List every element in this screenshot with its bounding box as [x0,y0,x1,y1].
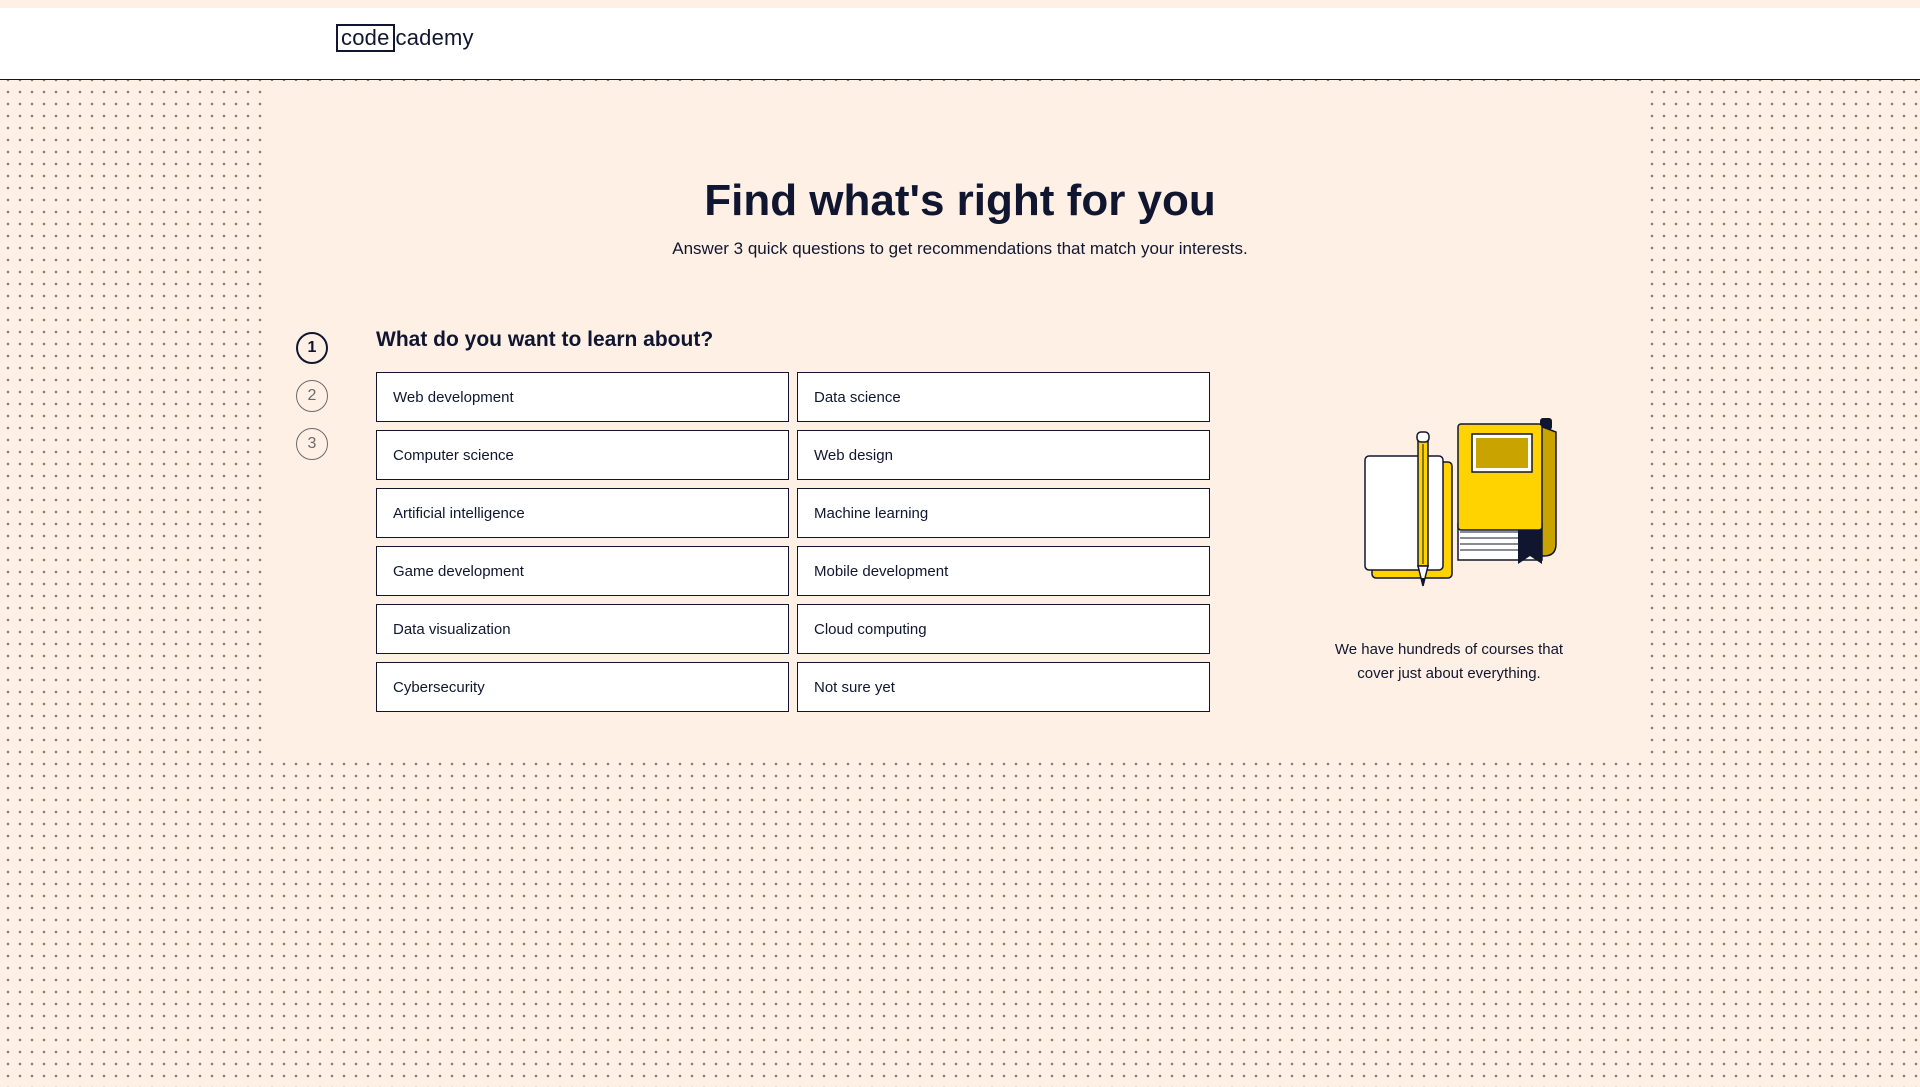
illustration-caption: We have hundreds of courses that cover just about everything. [1334,641,1564,682]
page-subtitle: Answer 3 quick questions to get recommendations that match your interests. [672,239,1248,258]
option-artificial-intelligence[interactable]: Artificial intelligence [376,488,789,538]
option-game-development[interactable]: Game development [376,546,789,596]
option-web-development[interactable]: Web development [376,372,789,422]
option-data-visualization[interactable]: Data visualization [376,604,789,654]
notebook-pencil-book-illustration-icon [1360,414,1560,604]
option-grid [376,372,1210,712]
top-strip [0,0,1920,8]
step-indicator-1: 1 [296,332,328,364]
step-indicator-2: 2 [296,380,328,412]
step-indicator-3: 3 [296,428,328,460]
option-cloud-computing[interactable]: Cloud computing [797,604,1210,654]
site-header [0,8,1920,80]
question-heading: What do you want to learn about? [376,328,714,351]
option-mobile-development[interactable]: Mobile development [797,546,1210,596]
codecademy-logo[interactable] [336,24,474,52]
logo-boxed-text: code [336,24,395,52]
page-title: Find what's right for you [704,176,1216,225]
option-computer-science[interactable]: Computer science [376,430,789,480]
option-data-science[interactable]: Data science [797,372,1210,422]
option-cybersecurity[interactable]: Cybersecurity [376,662,789,712]
option-machine-learning[interactable]: Machine learning [797,488,1210,538]
logo-rest-text: cademy [395,25,474,50]
option-not-sure-yet[interactable]: Not sure yet [797,662,1210,712]
option-web-design[interactable]: Web design [797,430,1210,480]
